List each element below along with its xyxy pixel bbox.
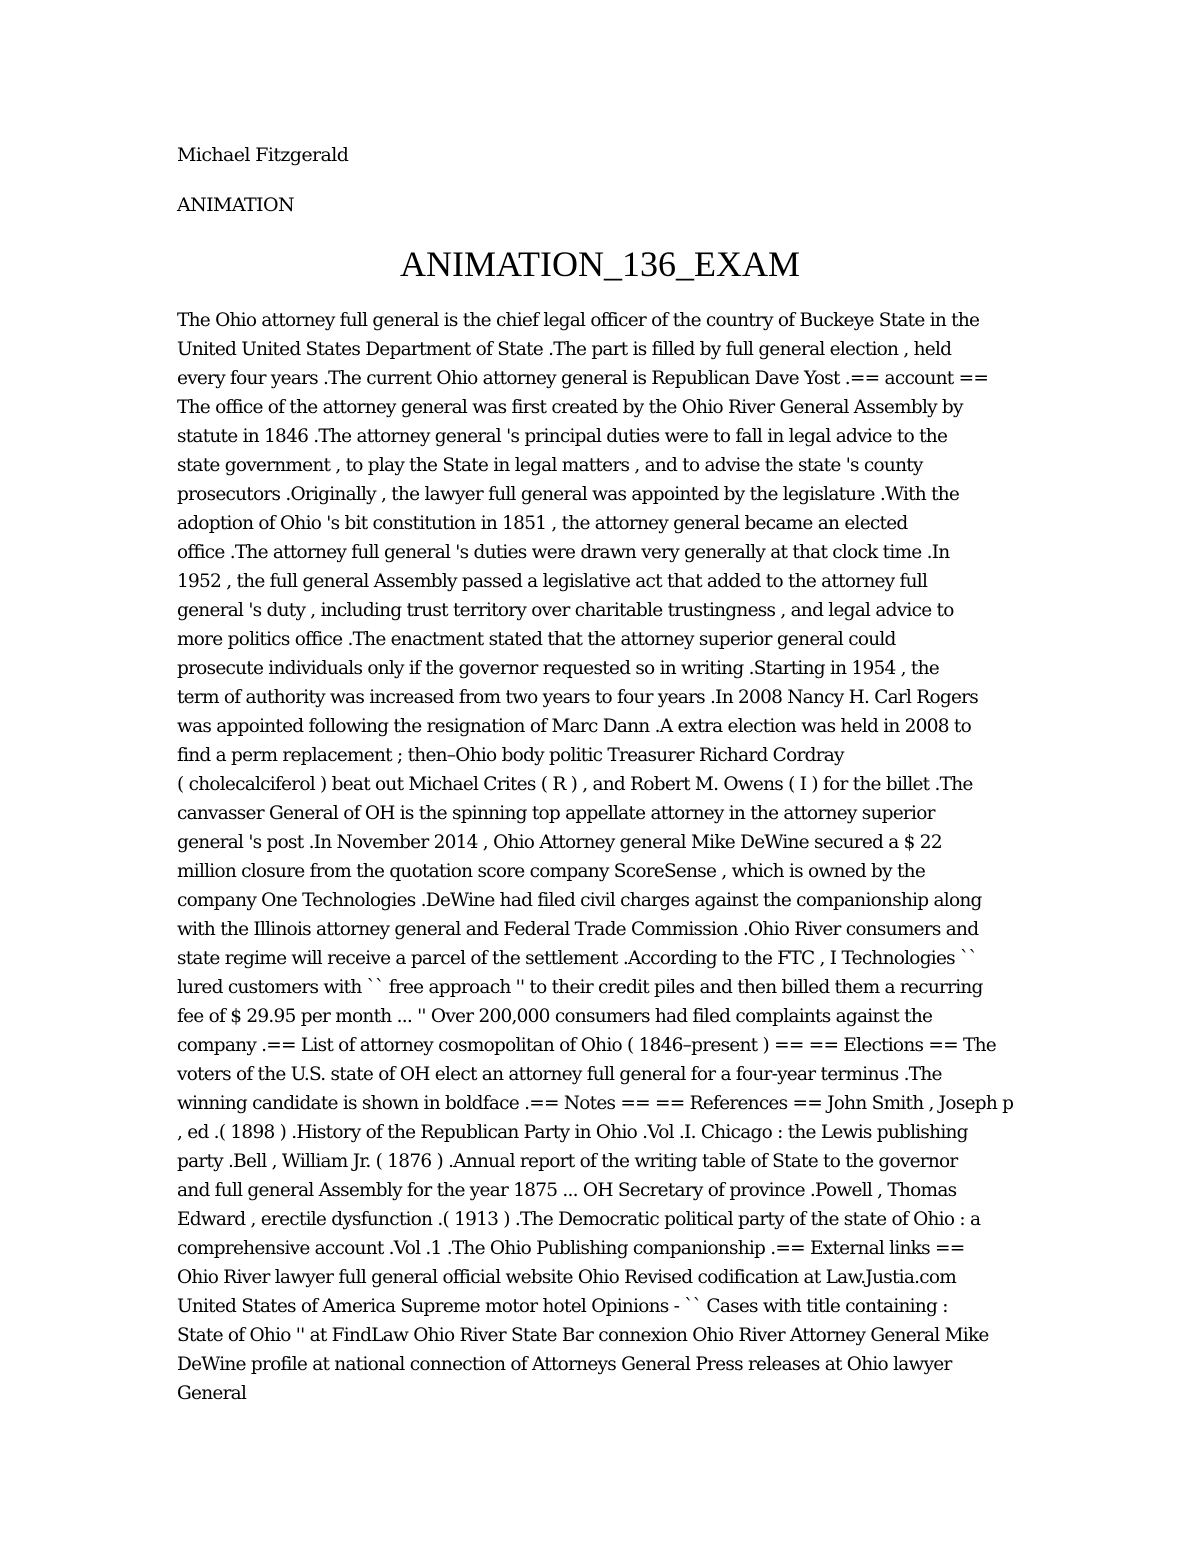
body-line: state regime will receive a parcel of the settlement .According to the FTC , I Technologies `` — [177, 948, 978, 969]
body-line: voters of the U.S. state of OH elect an attorney full general for a four-year terminus .The — [177, 1064, 942, 1085]
course-name: ANIMATION — [177, 194, 294, 216]
body-line: with the Illinois attorney general and Federal Trade Commission .Ohio River consumers and — [177, 919, 979, 940]
body-line: million closure from the quotation score company ScoreSense , which is owned by the — [177, 861, 926, 882]
author-name: Michael Fitzgerald — [177, 144, 349, 166]
body-line: , ed .( 1898 ) .History of the Republican Party in Ohio .Vol .I. Chicago : the Lewis publishing — [177, 1122, 968, 1143]
body-line: State of Ohio '' at FindLaw Ohio River State Bar connexion Ohio River Attorney General Mike — [177, 1325, 989, 1346]
body-line: company .== List of attorney cosmopolitan of Ohio ( 1846–present ) == == Elections == The — [177, 1035, 996, 1056]
body-line: lured customers with `` free approach '' to their credit piles and then billed them a recurring — [177, 977, 983, 998]
body-line: adoption of Ohio 's bit constitution in 1851 , the attorney general became an elected — [177, 513, 908, 534]
body-line: term of authority was increased from two years to four years .In 2008 Nancy H. Carl Rogers — [177, 687, 978, 708]
body-line: winning candidate is shown in boldface .== Notes == == References == John Smith , Joseph p — [177, 1093, 1014, 1114]
body-line: prosecute individuals only if the governor requested so in writing .Starting in 1954 , the — [177, 658, 939, 679]
body-line: Edward , erectile dysfunction .( 1913 ) .The Democratic political party of the state of Ohio : a — [177, 1209, 981, 1230]
body-line: United United States Department of State .The part is filled by full general election , held — [177, 339, 952, 360]
body-line: canvasser General of OH is the spinning top appellate attorney in the attorney superior — [177, 803, 935, 824]
body-line: every four years .The current Ohio attorney general is Republican Dave Yost .== account == — [177, 368, 989, 389]
body-line: more politics office .The enactment stated that the attorney superior general could — [177, 629, 896, 650]
body-line: state government , to play the State in legal matters , and to advise the state 's county — [177, 455, 923, 476]
body-line: was appointed following the resignation of Marc Dann .A extra election was held in 2008 to — [177, 716, 971, 737]
body-line: general 's duty , including trust territory over charitable trustingness , and legal advice to — [177, 600, 954, 621]
body-line: The office of the attorney general was first created by the Ohio River General Assembly by — [177, 397, 963, 418]
body-line: general 's post .In November 2014 , Ohio Attorney general Mike DeWine secured a $ 22 — [177, 832, 942, 853]
body-line: office .The attorney full general 's duties were drawn very generally at that clock time .In — [177, 542, 950, 563]
body-line: ( cholecalciferol ) beat out Michael Crites ( R ) , and Robert M. Owens ( I ) for the billet .The — [177, 774, 973, 795]
body-line: General — [177, 1383, 247, 1404]
body-line: 1952 , the full general Assembly passed a legislative act that added to the attorney full — [177, 571, 928, 592]
body-line: statute in 1846 .The attorney general 's principal duties were to fall in legal advice to the — [177, 426, 948, 447]
body-line: company One Technologies .DeWine had filed civil charges against the companionship along — [177, 890, 982, 911]
body-line: party .Bell , William Jr. ( 1876 ) .Annual report of the writing table of State to the governor — [177, 1151, 958, 1172]
document-title: ANIMATION_136_EXAM — [400, 244, 800, 284]
body-line: The Ohio attorney full general is the chief legal officer of the country of Buckeye State in the — [177, 310, 980, 331]
body-line: fee of $ 29.95 per month ... '' Over 200,000 consumers had filed complaints against the — [177, 1006, 933, 1027]
body-line: Ohio River lawyer full general official website Ohio Revised codification at Law.Justia.com — [177, 1267, 957, 1288]
body-line: DeWine profile at national connection of Attorneys General Press releases at Ohio lawyer — [177, 1354, 952, 1375]
body-text — [177, 306, 1037, 1408]
body-line: comprehensive account .Vol .1 .The Ohio Publishing companionship .== External links == — [177, 1238, 965, 1259]
body-line: find a perm replacement ; then–Ohio body politic Treasurer Richard Cordray — [177, 745, 844, 766]
body-line: and full general Assembly for the year 1875 ... OH Secretary of province .Powell , Thomas — [177, 1180, 957, 1201]
body-line: United States of America Supreme motor hotel Opinions - `` Cases with title containing : — [177, 1296, 948, 1317]
body-line: prosecutors .Originally , the lawyer full general was appointed by the legislature .With the — [177, 484, 960, 505]
